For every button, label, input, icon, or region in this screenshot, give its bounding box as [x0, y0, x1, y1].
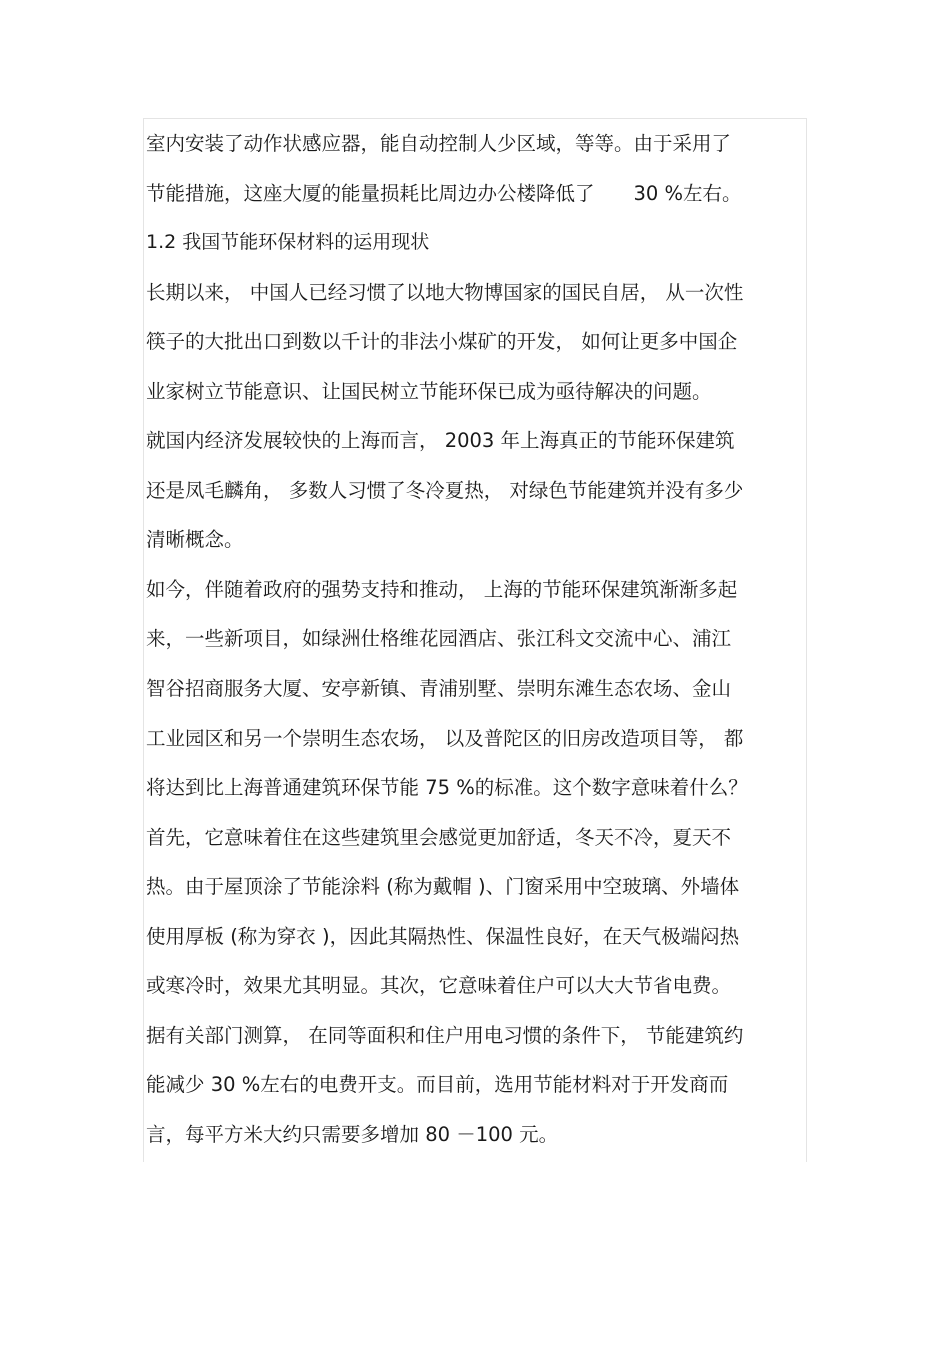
text-line: 室内安装了动作状感应器，能自动控制人少区域，等等。由于采用了 [146, 132, 732, 155]
text-line: 还是凤毛麟角， 多数人习惯了冬冷夏热， 对绿色节能建筑并没有多少 [146, 478, 744, 502]
text-line: 能减少 30 %左右的电费开支。而目前，选用节能材料对于开发商而 [146, 1073, 729, 1097]
text-line: 使用厚板 (称为穿衣 )，因此其隔热性、保温性良好，在天气极端闷热 [146, 924, 740, 948]
text-line: 工业园区和另一个崇明生态农场， 以及普陀区的旧房改造项目等， 都 [146, 726, 744, 750]
text-line: 节能措施，这座大厦的能量损耗比周边办公楼降低了 30 %左右。 [146, 181, 742, 205]
section-heading: 1.2 我国节能环保材料的运用现状 [146, 231, 430, 254]
text-line: 长期以来， 中国人已经习惯了以地大物博国家的国民自居， 从一次性 [146, 280, 744, 304]
document-body [146, 119, 808, 1159]
text-line: 筷子的大批出口到数以千计的非法小煤矿的开发， 如何让更多中国企 [146, 330, 738, 354]
text-line: 清晰概念。 [146, 528, 244, 552]
text-line: 言，每平方米大约只需要多增加 80 －100 元。 [146, 1122, 559, 1146]
text-line: 业家树立节能意识、让国民树立节能环保已成为亟待解决的问题。 [146, 379, 712, 403]
text-line: 热。由于屋顶涂了节能涂料 (称为戴帽 )、门窗采用中空玻璃、外墙体 [146, 875, 740, 899]
text-line: 就国内经济发展较快的上海而言， 2003 年上海真正的节能环保建筑 [146, 429, 735, 453]
text-line: 或寒冷时，效果尤其明显。其次，它意味着住户可以大大节省电费。 [146, 974, 732, 998]
text-line: 来，一些新项目，如绿洲仕格维花园酒店、张江科文交流中心、浦江 [146, 627, 732, 651]
text-line: 将达到比上海普通建筑环保节能 75 %的标准。这个数字意味着什么？ [146, 776, 748, 800]
text-line: 智谷招商服务大厦、安亭新镇、青浦别墅、崇明东滩生态农场、金山 [146, 677, 732, 701]
text-line: 首先，它意味着住在这些建筑里会感觉更加舒适，冬天不冷，夏天不 [146, 825, 732, 849]
text-line: 据有关部门测算， 在同等面积和住户用电习惯的条件下， 节能建筑约 [146, 1023, 744, 1047]
text-line: 如今，伴随着政府的强势支持和推动， 上海的节能环保建筑渐渐多起 [146, 577, 738, 601]
